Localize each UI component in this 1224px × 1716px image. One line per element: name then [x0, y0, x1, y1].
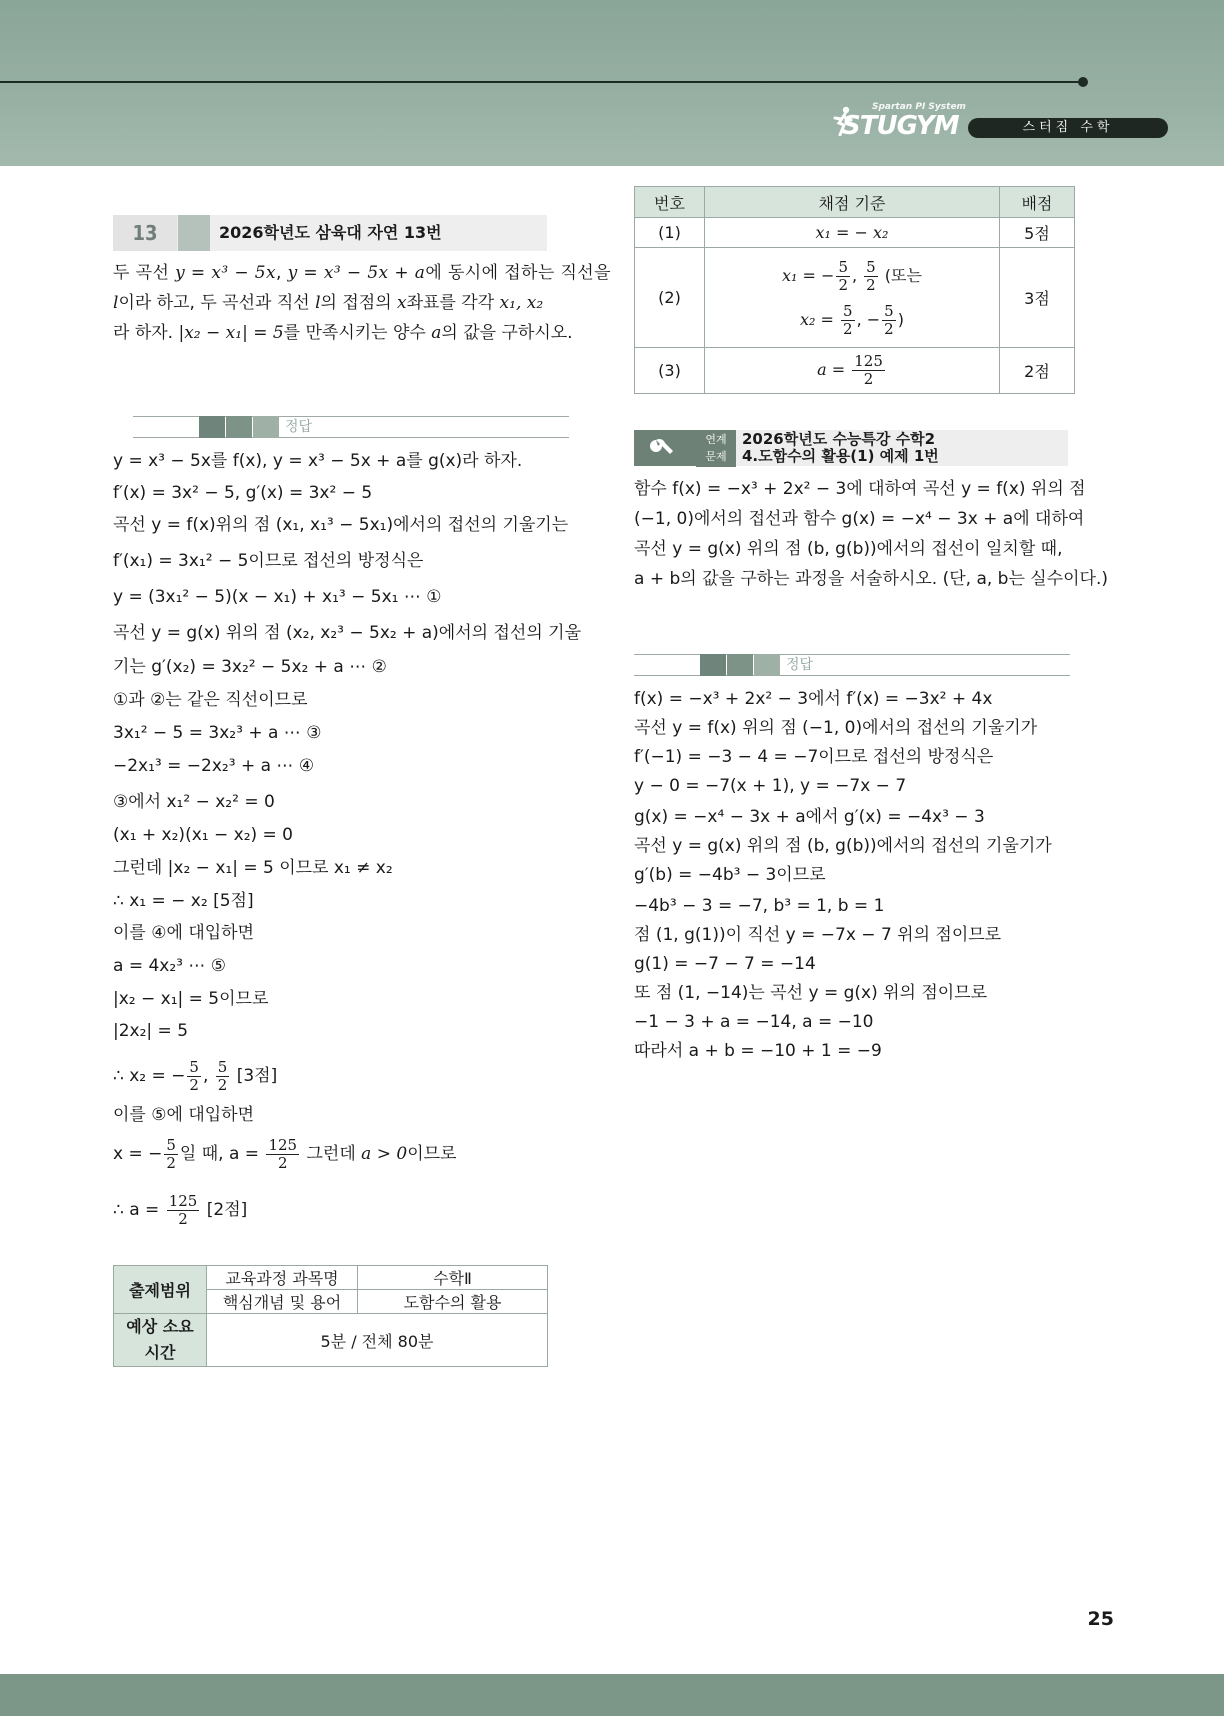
- solution-step: 곡선 y = f(x)위의 점 (x₁, x₁³ − 5x₁)에서의 접선의 기울기는: [113, 515, 569, 535]
- scope-cell: 핵심개념 및 용어: [207, 1290, 358, 1314]
- solution-step: f(x) = −x³ + 2x² − 3에서 f′(x) = −3x² + 4x: [634, 689, 993, 709]
- grading-criterion: x₁ = − x₂: [705, 218, 1000, 248]
- solution-step: g′(b) = −4b³ − 3이므로: [634, 865, 826, 885]
- solution-step: 점 (1, g(1))이 직선 y = −7x − 7 위의 점이므로: [634, 925, 1002, 945]
- banner-accent: [178, 215, 210, 251]
- solution-step: 곡선 y = g(x) 위의 점 (x₂, x₂³ − 5x₂ + a)에서의 접선의 기울: [113, 623, 581, 643]
- linked-tag: 연계 문제: [696, 430, 736, 467]
- linked-line: (−1, 0)에서의 접선과 함수 g(x) = −x⁴ − 3x + a에 대하여: [634, 509, 1085, 529]
- solution-step: 3x₁² − 5 = 3x₂³ + a ⋯ ③: [113, 723, 322, 743]
- scope-cell: 수학Ⅱ: [358, 1266, 548, 1290]
- linked-line: 함수 f(x) = −x³ + 2x² − 3에 대하여 곡선 y = f(x) 위의 점: [634, 479, 1086, 499]
- logo-subtitle: Spartan PI System: [872, 102, 966, 112]
- grading-no: (1): [635, 218, 705, 248]
- solution-step: 기는 g′(x₂) = 3x₂² − 5x₂ + a ⋯ ②: [113, 657, 387, 677]
- answer-label: 정답: [786, 657, 814, 673]
- grading-criterion: a = $\frac{125}{2}$: [705, 348, 1000, 394]
- solution-step: ①과 ②는 같은 직선이므로: [113, 690, 308, 710]
- solution-step: f′(x) = 3x² − 5, g′(x) = 3x² − 5: [113, 483, 373, 503]
- page-number: 25: [1087, 1608, 1114, 1630]
- scope-cell: 교육과정 과목명: [207, 1266, 358, 1290]
- grading-points: 5점: [1000, 218, 1075, 248]
- stugym-logo: [832, 102, 966, 141]
- wrench-icon: [634, 430, 696, 466]
- linked-title: 2026학년도 수능특강 수학2 4.도함수의 활용(1) 예제 1번: [742, 430, 939, 465]
- solution-step: (x₁ + x₂)(x₁ − x₂) = 0: [113, 825, 294, 845]
- scope-time-value: 5분 / 전체 80분: [207, 1314, 548, 1367]
- question-line-1: 두 곡선 y = x³ − 5x, y = x³ − 5x + a에 동시에 접하는 직선을: [113, 263, 611, 283]
- solution-step: g(x) = −x⁴ − 3x + a에서 g′(x) = −4x³ − 3: [634, 807, 985, 827]
- answer-label: 정답: [285, 419, 313, 435]
- grading-header: 채점 기준: [705, 187, 1000, 218]
- solution-step: y = x³ − 5x를 f(x), y = x³ − 5x + a를 g(x)라 하자.: [113, 451, 523, 471]
- question-source: 2026학년도 삼육대 자연 13번: [219, 223, 442, 242]
- grading-criterion: x₁ = − $\frac{5}{2}$ , $\frac{5}{2}$ (또는 x₂ = $\frac{5}{2}$ , − $\frac{5}{2}$ ): [705, 248, 1000, 348]
- grading-points: 2점: [1000, 348, 1075, 394]
- solution-step: y = (3x₁² − 5)(x − x₁) + x₁³ − 5x₁ ⋯ ①: [113, 587, 442, 607]
- answer-bar-right: [634, 654, 1070, 676]
- header-rule-dot: [1078, 77, 1088, 87]
- solution-step: g(1) = −7 − 7 = −14: [634, 954, 816, 974]
- question-line-2: l이라 하고, 두 곡선과 직선 l의 접점의 x좌표를 각각 x₁, x₂: [113, 293, 544, 313]
- solution-step-a-value: x = − $\frac{5}{2}$ 일 때, a = $\frac{125}{2}$ 그런데 a > 0이므로: [113, 1135, 457, 1172]
- grading-no: (2): [635, 248, 705, 348]
- header-rule: [0, 81, 1082, 83]
- question-number: 13: [113, 215, 177, 251]
- solution-step: y − 0 = −7(x + 1), y = −7x − 7: [634, 776, 907, 796]
- question-banner: [113, 215, 547, 251]
- solution-step: 이를 ⑤에 대입하면: [113, 1105, 255, 1125]
- solution-step: 곡선 y = f(x) 위의 점 (−1, 0)에서의 접선의 기울기가: [634, 718, 1038, 738]
- scope-cell: 도함수의 활용: [358, 1290, 548, 1314]
- grading-points: 3점: [1000, 248, 1075, 348]
- solution-step: f′(x₁) = 3x₁² − 5이므로 접선의 방정식은: [113, 551, 424, 571]
- scope-range-label: 출제범위: [114, 1266, 207, 1314]
- linked-line: a + b의 값을 구하는 과정을 서술하시오. (단, a, b는 실수이다.): [634, 569, 1109, 589]
- solution-step: a = 4x₂³ ⋯ ⑤: [113, 956, 227, 976]
- solution-step: 이를 ④에 대입하면: [113, 923, 255, 943]
- solution-step: |x₂ − x₁| = 5이므로: [113, 989, 269, 1009]
- solution-step: f′(−1) = −3 − 4 = −7이므로 접선의 방정식은: [634, 747, 994, 767]
- question-line-3: 라 하자. |x₂ − x₁| = 5를 만족시키는 양수 a의 값을 구하시오.: [113, 323, 573, 343]
- grading-header: 번호: [635, 187, 705, 218]
- solution-step: 그런데 |x₂ − x₁| = 5 이므로 x₁ ≠ x₂: [113, 858, 393, 878]
- solution-step: |2x₂| = 5: [113, 1021, 189, 1041]
- scope-table: [113, 1265, 548, 1367]
- solution-step: −4b³ − 3 = −7, b³ = 1, b = 1: [634, 896, 885, 916]
- page-footer: [0, 1674, 1224, 1716]
- grading-no: (3): [635, 348, 705, 394]
- grading-table: [634, 186, 1075, 394]
- solution-step: −1 − 3 + a = −14, a = −10: [634, 1012, 874, 1032]
- logo-wordmark: STUGYM: [842, 111, 959, 141]
- linked-problem-banner: [634, 430, 1068, 466]
- grading-header: 배점: [1000, 187, 1075, 218]
- solution-step: 곡선 y = g(x) 위의 점 (b, g(b))에서의 접선의 기울기가: [634, 836, 1052, 856]
- solution-step: ∴ x₁ = − x₂ [5점]: [113, 891, 254, 911]
- linked-line: 곡선 y = g(x) 위의 점 (b, g(b))에서의 접선이 일치할 때,: [634, 539, 1063, 559]
- page-header: [0, 0, 1224, 166]
- solution-step: 따라서 a + b = −10 + 1 = −9: [634, 1041, 882, 1061]
- brand-label: 스터짐 수학: [968, 118, 1168, 138]
- solution-step-x2: ∴ x₂ = − $\frac{5}{2}$ , $\frac{5}{2}$ [3점]: [113, 1057, 278, 1094]
- solution-step: 또 점 (1, −14)는 곡선 y = g(x) 위의 점이므로: [634, 983, 988, 1003]
- answer-bar-left: [133, 416, 569, 438]
- scope-time-label: 예상 소요 시간: [114, 1314, 207, 1367]
- solution-step: −2x₁³ = −2x₂³ + a ⋯ ④: [113, 756, 315, 776]
- solution-step: ③에서 x₁² − x₂² = 0: [113, 792, 275, 812]
- solution-final: ∴ a = $\frac{125}{2}$ [2점]: [113, 1191, 248, 1228]
